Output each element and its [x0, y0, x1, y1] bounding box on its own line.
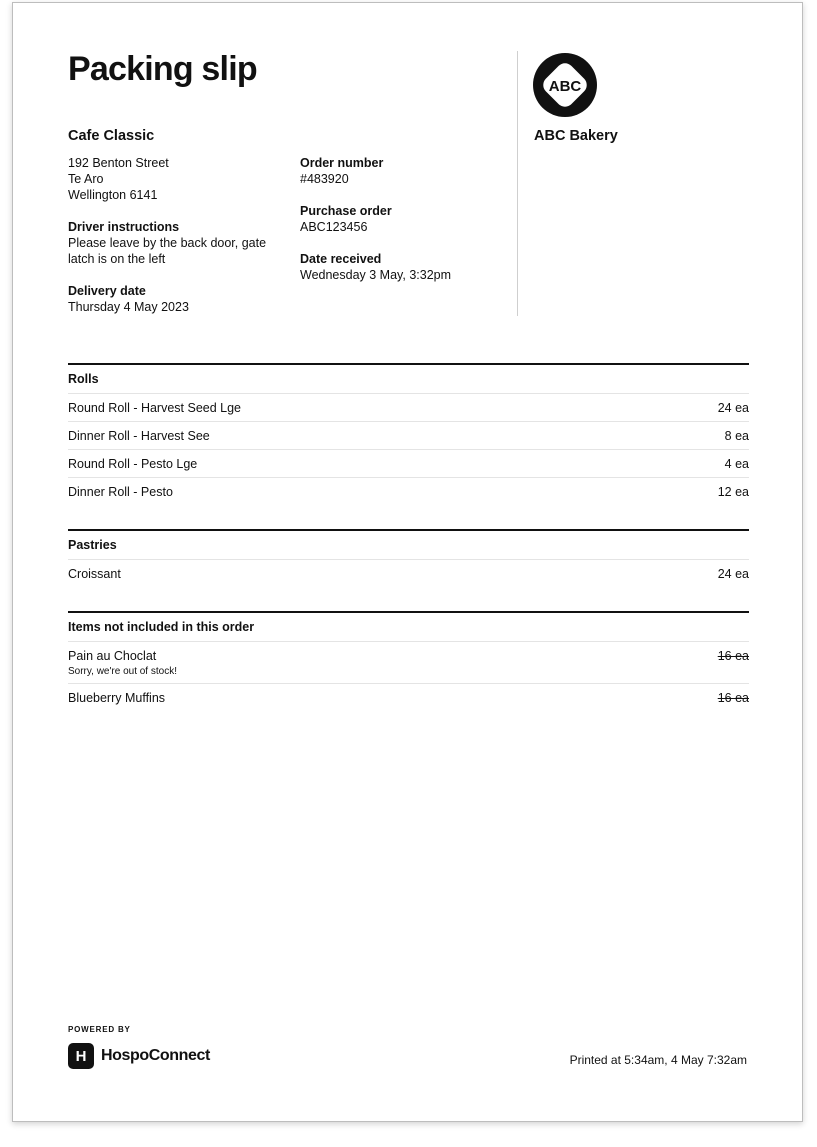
- supplier-logo-text: ABC: [548, 78, 582, 95]
- item-name: Croissant: [68, 567, 121, 581]
- line-item: [68, 560, 749, 587]
- item-info: [68, 648, 177, 678]
- purchase-order: [300, 203, 500, 235]
- line-item: [68, 422, 749, 450]
- order-number-label: Order number: [300, 156, 384, 170]
- address-line: Te Aro: [68, 172, 104, 186]
- hospoconnect-logo-icon: H: [68, 1043, 94, 1069]
- section-title: Rolls: [68, 365, 749, 394]
- address-line: 192 Benton Street: [68, 156, 169, 170]
- line-item: [68, 450, 749, 478]
- page-title: Packing slip: [68, 50, 257, 88]
- supplier-name: ABC Bakery: [534, 128, 618, 144]
- date-received-label: Date received: [300, 252, 382, 266]
- printed-timestamp: Printed at 5:34am, 4 May 7:32am: [569, 1053, 747, 1067]
- section-rolls: [68, 363, 749, 505]
- item-name: Blueberry Muffins: [68, 691, 166, 705]
- item-quantity: 4 ea: [724, 457, 749, 471]
- purchase-order-value: ABC123456: [300, 220, 368, 234]
- delivery-address: [68, 155, 283, 203]
- customer-details: [68, 155, 283, 331]
- item-name: Round Roll - Pesto Lge: [68, 457, 198, 471]
- date-received: [300, 251, 500, 283]
- brand-name: HospoConnect: [101, 1047, 210, 1064]
- item-quantity: 24 ea: [717, 567, 749, 581]
- section-pastries: [68, 529, 749, 587]
- purchase-order-label: Purchase order: [300, 204, 392, 218]
- supplier-logo: [533, 53, 597, 117]
- order-number: [300, 155, 500, 187]
- driver-instructions-label: Driver instructions: [68, 220, 180, 234]
- customer-name: Cafe Classic: [68, 128, 155, 144]
- item-name: Dinner Roll - Harvest See: [68, 429, 210, 443]
- delivery-date-label: Delivery date: [68, 284, 146, 298]
- line-item: [68, 394, 749, 422]
- item-quantity-struck: 16 ea: [717, 649, 749, 663]
- line-item: [68, 478, 749, 505]
- item-quantity-struck: 16 ea: [717, 691, 749, 705]
- line-item: [68, 642, 749, 684]
- item-name: Round Roll - Harvest Seed Lge: [68, 401, 242, 415]
- line-item: [68, 684, 749, 711]
- item-quantity: 12 ea: [717, 485, 749, 499]
- order-number-value: #483920: [300, 172, 349, 186]
- driver-instructions-value: Please leave by the back door, gate latch is on the left: [68, 236, 267, 266]
- item-name: Pain au Choclat: [68, 649, 157, 663]
- packing-slip-page: [12, 2, 803, 1122]
- delivery-date: [68, 283, 283, 315]
- header-divider: [517, 51, 518, 316]
- powered-by-label: POWERED BY: [68, 1025, 131, 1034]
- address-line: Wellington 6141: [68, 188, 158, 202]
- section-title: Items not included in this order: [68, 613, 749, 642]
- item-quantity: 8 ea: [724, 429, 749, 443]
- driver-instructions: [68, 219, 283, 267]
- section-title: Pastries: [68, 531, 749, 560]
- section-not-included: [68, 611, 749, 711]
- delivery-date-value: Thursday 4 May 2023: [68, 300, 189, 314]
- hospoconnect-brand: [68, 1043, 210, 1069]
- item-note: Sorry, we're out of stock!: [68, 666, 177, 677]
- date-received-value: Wednesday 3 May, 3:32pm: [300, 268, 452, 282]
- order-details: [300, 155, 500, 299]
- item-quantity: 24 ea: [717, 401, 749, 415]
- item-name: Dinner Roll - Pesto: [68, 485, 173, 499]
